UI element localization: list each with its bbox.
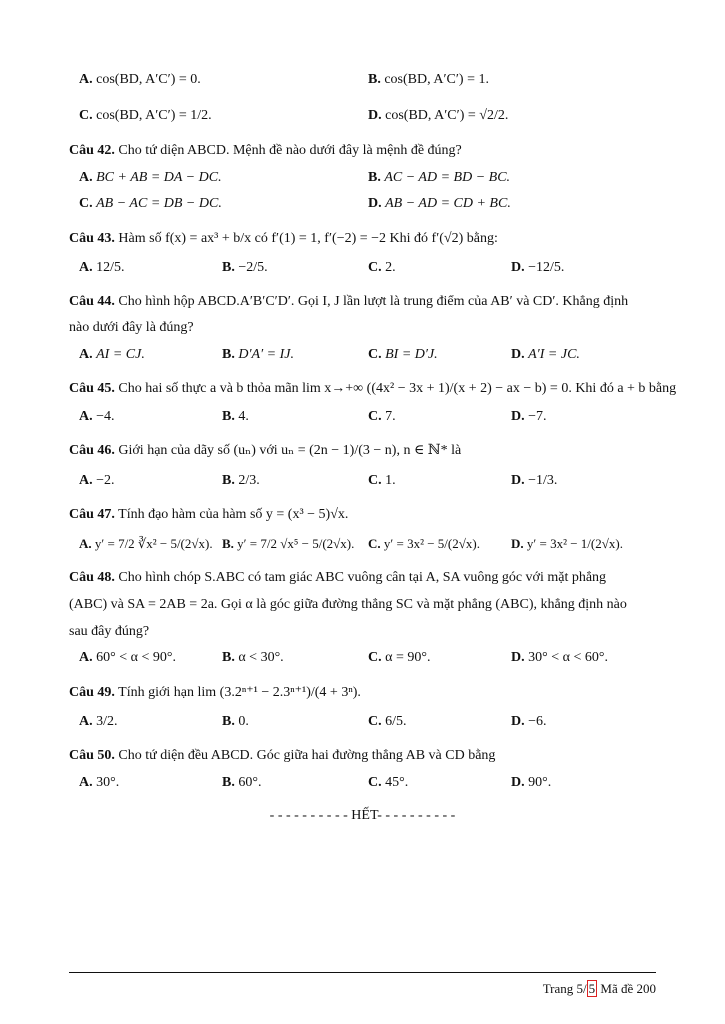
q42-option-c: [79, 196, 222, 212]
option-text: BC + AB = DA − DC.: [96, 170, 222, 185]
end-marker: - - - - - - - - - - HẾT- - - - - - - - - -: [269, 808, 456, 823]
option-text: cos(BD, A′C′) = 0.: [96, 72, 201, 87]
question-number: Câu 46.: [69, 443, 115, 458]
option-text: AI = CJ.: [96, 347, 145, 362]
option-text: cos(BD, A′C′) = 1.: [384, 72, 489, 87]
question-text: Giới hạn của dãy số (uₙ) với uₙ = (2n − 1)/(3 − n), n ∈ ℕ* là: [118, 443, 462, 458]
option-label: D.: [368, 108, 382, 123]
option-text: 90°.: [528, 775, 552, 790]
option-label: B.: [222, 260, 235, 275]
option-text: 0.: [238, 714, 249, 729]
option-label: B.: [222, 775, 235, 790]
option-label: A.: [79, 260, 93, 275]
option-label: A.: [79, 473, 93, 488]
q42-option-b: [368, 170, 510, 186]
question-text: Tính giới hạn lim (3.2ⁿ⁺¹ − 2.3ⁿ⁺¹)/(4 + 3ⁿ).: [118, 685, 361, 700]
option-label: A.: [79, 409, 93, 424]
option-label: A.: [79, 72, 93, 87]
option-label: A.: [79, 650, 93, 665]
option-text: cos(BD, A′C′) = √2/2.: [385, 108, 509, 123]
option-text: y′ = 7/2 ∛x² − 5/(2√x).: [94, 536, 213, 551]
q45-option-d: [511, 409, 547, 425]
option-text: cos(BD, A′C′) = 1/2.: [96, 108, 212, 123]
question-text: Cho hai số thực a và b thỏa mãn lim x→+∞ ((4x² − 3x + 1)/(x + 2) − ax − b) = 0. Khi đó a + b bằng: [118, 381, 677, 396]
option-label: C.: [368, 260, 382, 275]
option-label: C.: [368, 775, 382, 790]
option-label: D.: [511, 714, 525, 729]
option-text: −6.: [528, 714, 547, 729]
option-label: D.: [511, 347, 525, 362]
q50-option-c: [368, 775, 408, 791]
option-label: B.: [222, 347, 235, 362]
option-label: B.: [368, 170, 381, 185]
question-45: [69, 381, 676, 397]
option-label: D.: [511, 409, 525, 424]
question-number: Câu 48.: [69, 570, 115, 585]
option-text: AB − AD = CD + BC.: [385, 196, 511, 211]
q48-option-b: [222, 650, 284, 666]
question-49: [69, 684, 361, 701]
option-text: BI = D′J.: [385, 347, 438, 362]
option-text: −12/5.: [528, 260, 565, 275]
footer-prefix: Trang 5/: [542, 981, 587, 996]
option-text: −1/3.: [528, 473, 558, 488]
q48-option-d: [511, 650, 608, 666]
q41-option-b: [368, 72, 489, 88]
q42-option-a: [79, 170, 222, 186]
q45-option-a: [79, 409, 115, 425]
question-number: Câu 49.: [69, 685, 115, 700]
q50-option-d: [511, 775, 551, 791]
option-label: D.: [368, 196, 382, 211]
option-label: B.: [368, 72, 381, 87]
option-label: A.: [79, 347, 93, 362]
q43-option-a: [79, 260, 125, 276]
option-text: α = 90°.: [385, 650, 431, 665]
question-44-cont: [69, 320, 194, 336]
q45-option-c: [368, 409, 396, 425]
question-number: Câu 47.: [69, 507, 115, 522]
option-label: C.: [79, 196, 93, 211]
question-text: Hàm số f(x) = ax³ + b/x có f′(1) = 1, f′(−2) = −2 Khi đó f′(√2) bằng:: [118, 231, 498, 246]
question-number: Câu 42.: [69, 143, 115, 158]
q41-option-c: [79, 108, 212, 124]
option-label: C.: [368, 650, 382, 665]
option-text: 6/5.: [385, 714, 407, 729]
q49-option-d: [511, 714, 547, 730]
option-label: B.: [222, 714, 235, 729]
option-label: D.: [511, 536, 524, 551]
q46-option-d: [511, 473, 557, 489]
option-label: C.: [368, 347, 382, 362]
option-label: C.: [368, 536, 381, 551]
page-footer: [543, 981, 656, 997]
option-label: B.: [222, 409, 235, 424]
option-label: D.: [511, 775, 525, 790]
q47-option-a: [79, 536, 213, 552]
question-text-continued: (ABC) và SA = 2AB = 2a. Gọi α là góc giữa đường thẳng SC và mặt phẳng (ABC), khẳng định nào: [69, 597, 627, 612]
q41-option-d: [368, 108, 508, 124]
option-text: AC − AD = BD − BC.: [384, 170, 511, 185]
option-text: AB − AC = DB − DC.: [96, 196, 222, 211]
option-label: A.: [79, 714, 93, 729]
option-label: D.: [511, 260, 525, 275]
option-label: A.: [79, 170, 93, 185]
q43-option-c: [368, 260, 396, 276]
q46-option-a: [79, 473, 115, 489]
q43-option-b: [222, 260, 268, 276]
option-text: 30° < α < 60°.: [528, 650, 608, 665]
option-text: α < 30°.: [238, 650, 284, 665]
option-text: y′ = 3x² − 5/(2√x).: [383, 536, 480, 551]
question-44: [69, 294, 628, 310]
option-label: B.: [222, 650, 235, 665]
q46-option-b: [222, 473, 260, 489]
q48-option-a: [79, 650, 176, 666]
option-text: y′ = 7/2 √x⁵ − 5/(2√x).: [237, 536, 355, 551]
q44-option-c: [368, 347, 438, 363]
q46-option-c: [368, 473, 396, 489]
option-text: −2.: [96, 473, 115, 488]
option-label: C.: [368, 714, 382, 729]
page-total: 5: [588, 981, 596, 996]
question-48: [69, 570, 606, 586]
option-text: 7.: [385, 409, 396, 424]
option-text: 4.: [238, 409, 249, 424]
q43-option-d: [511, 260, 564, 276]
question-text: Tính đạo hàm của hàm số y = (x³ − 5)√x.: [118, 507, 349, 522]
q44-option-a: [79, 347, 145, 363]
option-text: 3/2.: [96, 714, 118, 729]
question-text-continued: sau đây đúng?: [69, 624, 150, 639]
option-text: 60°.: [238, 775, 262, 790]
option-label: A.: [79, 775, 93, 790]
q41-option-a: [79, 72, 201, 88]
question-43: [69, 231, 498, 247]
option-text: 2/3.: [238, 473, 260, 488]
option-text: −4.: [96, 409, 115, 424]
option-text: 1.: [385, 473, 396, 488]
q49-option-c: [368, 714, 407, 730]
option-text: 2.: [385, 260, 396, 275]
option-text: A′I = JC.: [528, 347, 580, 362]
question-text: Cho hình hộp ABCD.A′B′C′D′. Gọi I, J lần lượt là trung điểm của AB′ và CD′. Khẳng định: [118, 294, 629, 309]
option-text: D′A′ = IJ.: [238, 347, 294, 362]
q47-option-b: [222, 536, 354, 552]
option-label: B.: [222, 536, 234, 551]
question-text: Cho tứ diện ABCD. Mệnh đề nào dưới đây là mệnh đề đúng?: [118, 143, 462, 158]
question-number: Câu 45.: [69, 381, 115, 396]
option-text: 30°.: [96, 775, 120, 790]
option-text: −2/5.: [238, 260, 268, 275]
question-text-continued: nào dưới đây là đúng?: [69, 320, 194, 335]
option-label: B.: [222, 473, 235, 488]
q47-option-c: [368, 536, 480, 552]
question-46: [69, 442, 461, 459]
option-label: D.: [511, 473, 525, 488]
option-text: 12/5.: [96, 260, 125, 275]
option-text: 60° < α < 90°.: [96, 650, 176, 665]
option-text: −7.: [528, 409, 547, 424]
question-number: Câu 50.: [69, 748, 115, 763]
q47-option-d: [511, 536, 623, 552]
footer-divider: [69, 972, 656, 973]
question-48-cont2: [69, 624, 149, 640]
option-text: y′ = 3x² − 1/(2√x).: [526, 536, 623, 551]
q49-option-a: [79, 714, 118, 730]
q42-option-d: [368, 196, 511, 212]
question-text: Cho tứ diện đều ABCD. Góc giữa hai đường thẳng AB và CD bằng: [118, 748, 496, 763]
question-42: [69, 143, 462, 159]
q49-option-b: [222, 714, 249, 730]
option-label: D.: [511, 650, 525, 665]
q44-option-b: [222, 347, 294, 363]
question-number: Câu 43.: [69, 231, 115, 246]
option-label: C.: [368, 473, 382, 488]
q50-option-a: [79, 775, 119, 791]
option-label: A.: [79, 536, 92, 551]
question-text: Cho hình chóp S.ABC có tam giác ABC vuông cân tại A, SA vuông góc với mặt phẳng: [118, 570, 607, 585]
question-47: [69, 507, 348, 523]
question-50: [69, 748, 495, 764]
q50-option-b: [222, 775, 261, 791]
q48-option-c: [368, 650, 430, 666]
option-text: 45°.: [385, 775, 409, 790]
option-label: C.: [368, 409, 382, 424]
q44-option-d: [511, 347, 580, 363]
q45-option-b: [222, 409, 249, 425]
question-48-cont: [69, 597, 627, 613]
question-number: Câu 44.: [69, 294, 115, 309]
footer-suffix: Mã đề 200: [597, 981, 656, 996]
option-label: C.: [79, 108, 93, 123]
